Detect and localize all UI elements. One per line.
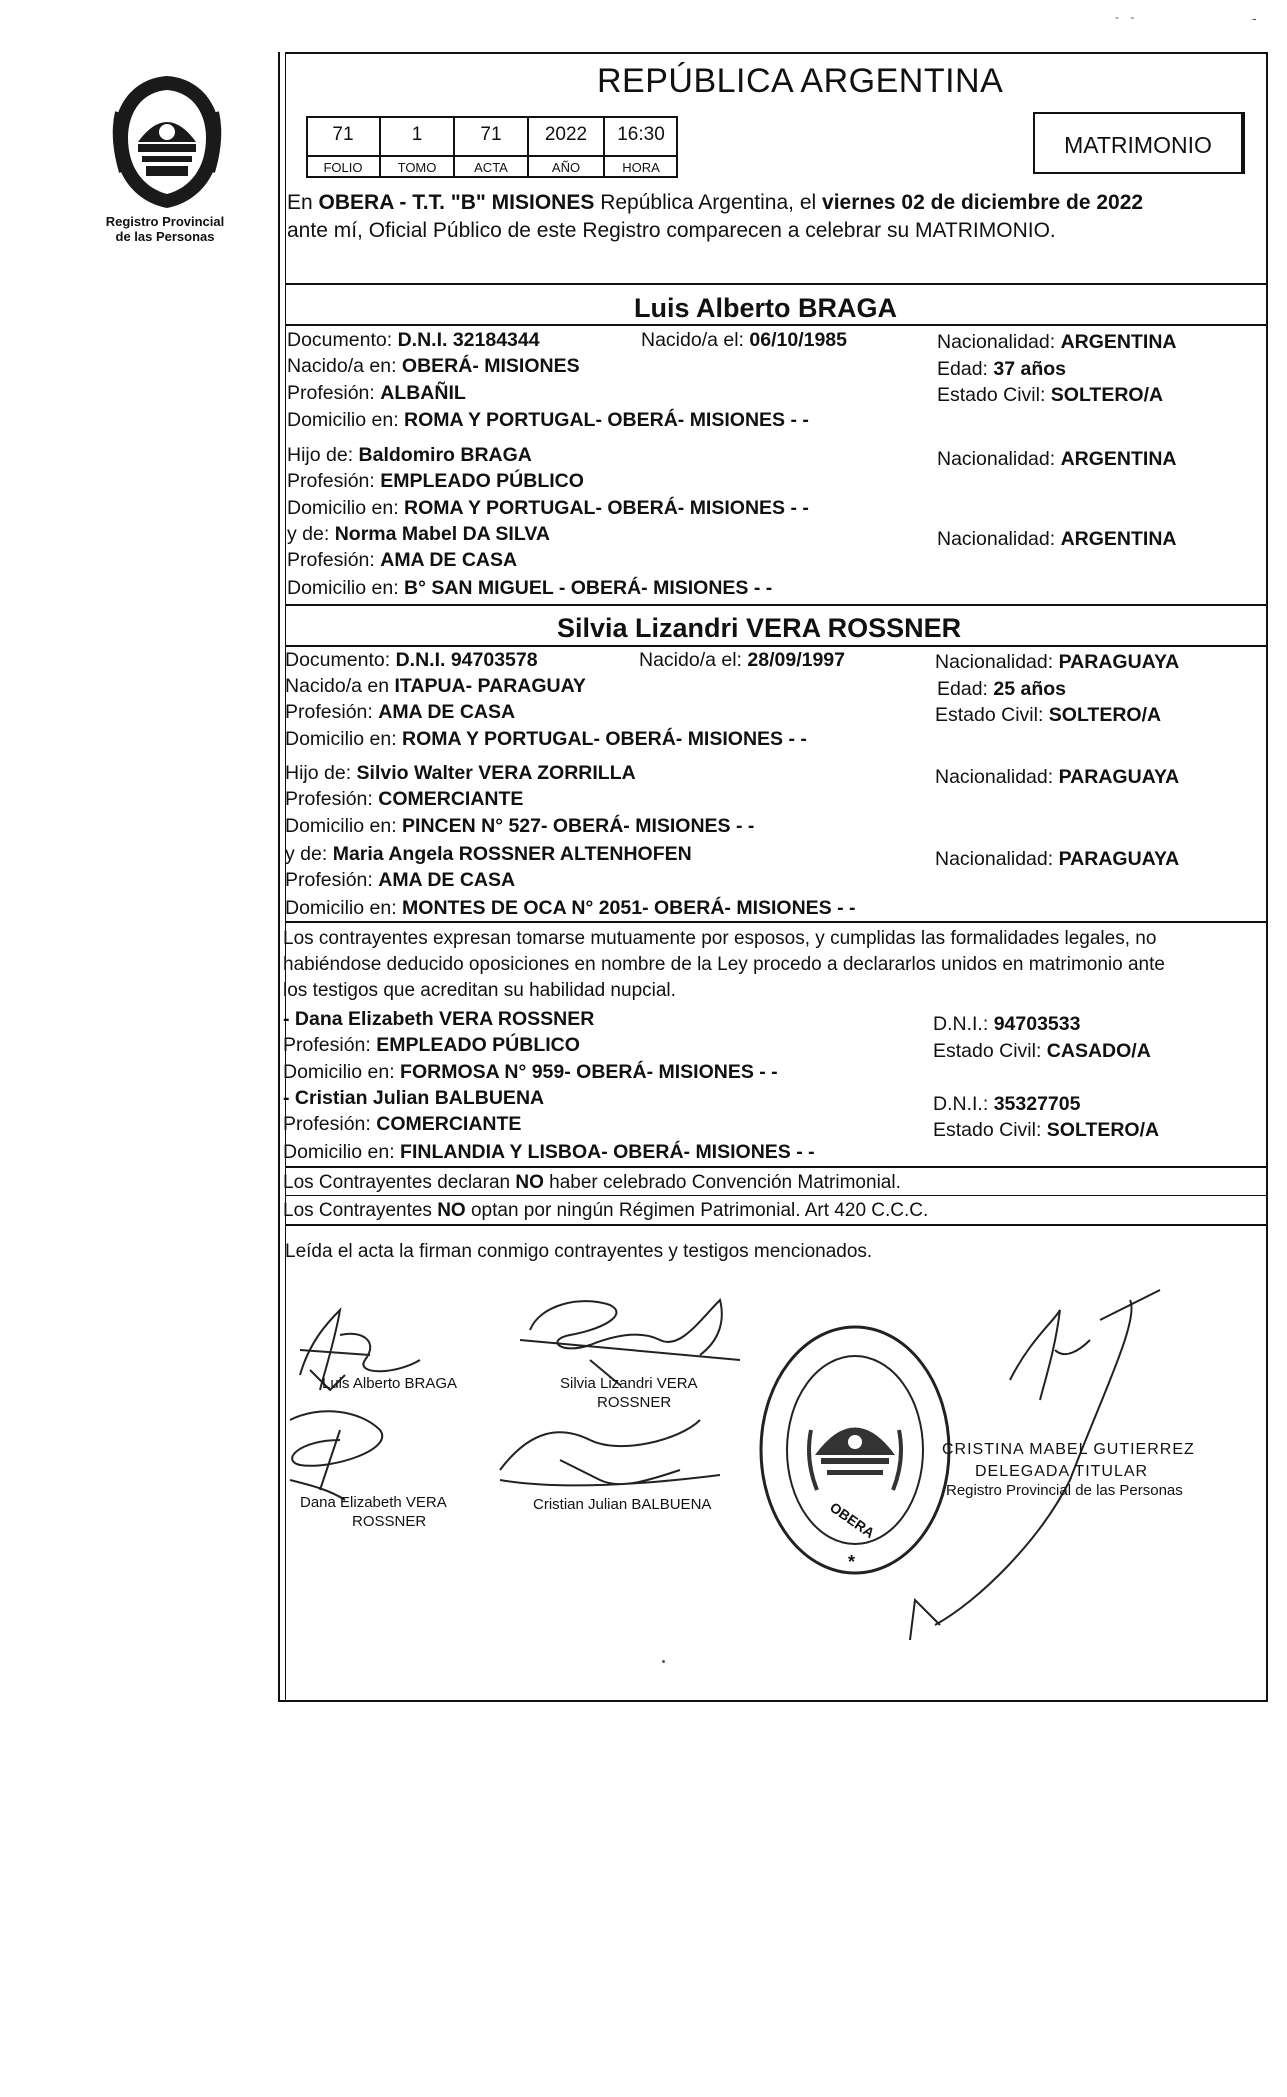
spouse1-madre-nacionalidad xyxy=(937,530,1177,550)
declaration-line-3: los testigos que acreditan su habilidad nupcial. xyxy=(283,980,676,1001)
label: Nacido/a el: xyxy=(641,329,744,351)
label: Nacionalidad: xyxy=(937,331,1056,353)
label: Estado Civil: xyxy=(933,1119,1042,1141)
official-name: CRISTINA MABEL GUTIERREZ xyxy=(942,1441,1195,1458)
logo-caption-line2: de las Personas xyxy=(115,228,215,244)
spouse2-madre-nacionalidad xyxy=(935,850,1179,870)
logo-caption xyxy=(90,215,240,245)
spouse2-padre xyxy=(285,764,636,784)
label: D.N.I.: xyxy=(933,1093,989,1115)
value: Norma Mabel DA SILVA xyxy=(334,523,550,545)
label: Nacionalidad: xyxy=(935,766,1054,788)
reference-value-acta: 71 xyxy=(480,124,502,145)
label: Profesión: xyxy=(285,869,373,891)
registry-stamp xyxy=(755,1320,955,1580)
value: ARGENTINA xyxy=(1060,448,1177,470)
label: Documento: xyxy=(285,649,391,671)
divider-spouse2-top xyxy=(285,604,1266,606)
witness1-estado xyxy=(933,1042,1151,1062)
value: ROMA Y PORTUGAL- OBERÁ- MISIONES - - xyxy=(404,409,809,431)
value: ROMA Y PORTUGAL- OBERÁ- MISIONES - - xyxy=(404,497,809,519)
value: EMPLEADO PÚBLICO xyxy=(376,1034,580,1056)
value: CASADO/A xyxy=(1046,1040,1151,1062)
witness1-profesion xyxy=(283,1036,580,1056)
reference-label-tomo: TOMO xyxy=(397,160,437,175)
label: Profesión: xyxy=(283,1034,371,1056)
value: COMERCIANTE xyxy=(376,1113,522,1135)
label: Edad: xyxy=(937,358,988,380)
spouse1-name: Luis Alberto BRAGA xyxy=(634,293,897,323)
intro-pre: En xyxy=(287,191,313,214)
signature-label-4: Cristian Julian BALBUENA xyxy=(533,1496,712,1513)
spouse1-documento xyxy=(287,331,540,351)
corner-dash: - xyxy=(1252,10,1257,26)
spouse2-profesion xyxy=(285,703,515,723)
value: Maria Angela ROSSNER ALTENHOFEN xyxy=(332,843,692,865)
spouse2-nacido-en xyxy=(285,677,586,697)
signature-label-1: Luis Alberto BRAGA xyxy=(322,1375,458,1392)
value: D.N.I. 94703578 xyxy=(395,649,538,671)
divider-convention-top xyxy=(285,1166,1266,1168)
divider-spouse2-name xyxy=(285,645,1266,647)
value: EMPLEADO PÚBLICO xyxy=(380,470,584,492)
conv2-bold: NO xyxy=(437,1200,466,1221)
divider-spouse1-name xyxy=(285,324,1266,326)
intro-line-2: ante mí, Oficial Público de este Registro comparecen a celebrar su MATRIMONIO. xyxy=(287,219,1056,242)
conv1-bold: NO xyxy=(515,1172,544,1193)
value: 28/09/1997 xyxy=(747,649,846,671)
spouse2-nacido-el xyxy=(639,651,845,671)
intro-line-1 xyxy=(287,192,1143,213)
label: y de: xyxy=(287,523,330,545)
witness2-name: - Cristian Julian BALBUENA xyxy=(283,1087,545,1109)
witness2-domicilio xyxy=(283,1143,815,1163)
value: ITAPUA- PARAGUAY xyxy=(394,675,586,697)
stamp-star: * xyxy=(848,1552,856,1572)
official-org: Registro Provincial de las Personas xyxy=(946,1482,1183,1499)
reference-label-hora: HORA xyxy=(622,160,660,175)
frame-bottom xyxy=(278,1700,1268,1702)
label: Nacido/a en: xyxy=(287,355,397,377)
label: Domicilio en: xyxy=(285,728,397,750)
label: Nacido/a en xyxy=(285,675,390,697)
act-type-label: MATRIMONIO xyxy=(1064,132,1212,158)
label: Edad: xyxy=(937,678,988,700)
spouse1-padre-nacionalidad xyxy=(937,450,1177,470)
reference-value-año: 2022 xyxy=(544,124,588,145)
value: D.N.I. 32184344 xyxy=(397,329,540,351)
value: SOLTERO/A xyxy=(1048,704,1162,726)
reference-label-folio: FOLIO xyxy=(323,160,363,175)
value: COMERCIANTE xyxy=(378,788,524,810)
value: ALBAÑIL xyxy=(380,382,466,404)
stamp-inner-text: OBERA xyxy=(826,1498,878,1542)
label: Nacionalidad: xyxy=(937,528,1056,550)
label: Domicilio en: xyxy=(285,897,397,919)
conv1-pre: Los Contrayentes declaran xyxy=(283,1172,511,1193)
signature-label-3b: ROSSNER xyxy=(352,1513,427,1530)
value: PARAGUAYA xyxy=(1058,651,1180,673)
convention-line-1 xyxy=(283,1173,901,1192)
reference-label-año: AÑO xyxy=(551,160,581,175)
spouse2-documento xyxy=(285,651,538,671)
convention-line-2 xyxy=(283,1201,928,1220)
intro-date: viernes 02 de diciembre de 2022 xyxy=(822,191,1144,214)
value: Baldomiro BRAGA xyxy=(358,444,532,466)
spouse1-profesion xyxy=(287,384,466,404)
spouse2-estado xyxy=(935,706,1161,726)
spouse1-nacido-en xyxy=(287,357,580,377)
spouse2-madre xyxy=(285,845,692,865)
logo-caption-line1: Registro Provincial xyxy=(105,214,225,229)
act-type-box xyxy=(1033,112,1245,174)
label: Profesión: xyxy=(287,382,375,404)
witness1-domicilio xyxy=(283,1063,778,1083)
label: Hijo de: xyxy=(287,444,354,466)
label: Profesión: xyxy=(287,549,375,571)
label: Estado Civil: xyxy=(935,704,1044,726)
reference-value-tomo: 1 xyxy=(411,124,423,145)
intro-place: OBERA - T.T. "B" MISIONES xyxy=(318,191,595,214)
label: y de: xyxy=(285,843,328,865)
label: Nacionalidad: xyxy=(937,448,1056,470)
label: Profesión: xyxy=(285,788,373,810)
spouse2-madre-domicilio xyxy=(285,899,856,919)
label: Estado Civil: xyxy=(937,384,1046,406)
label: Documento: xyxy=(287,329,393,351)
spouse2-edad xyxy=(937,680,1066,700)
label: Domicilio en: xyxy=(287,577,399,599)
label: Domicilio en: xyxy=(285,815,397,837)
value: 06/10/1985 xyxy=(749,329,848,351)
closing-text: Leída el acta la firman conmigo contrayentes y testigos mencionados. xyxy=(285,1241,873,1262)
spouse1-padre-profesion xyxy=(287,472,584,492)
spouse1-estado xyxy=(937,386,1163,406)
intro-mid: República Argentina, el xyxy=(600,191,817,214)
spouse2-nacionalidad xyxy=(935,653,1179,673)
value: ARGENTINA xyxy=(1060,331,1177,353)
spouse2-madre-profesion xyxy=(285,871,515,891)
reference-value-folio: 71 xyxy=(332,124,354,145)
value: 37 años xyxy=(993,358,1067,380)
divider-closing-top xyxy=(285,1224,1266,1226)
value: PINCEN N° 527- OBERÁ- MISIONES - - xyxy=(402,815,755,837)
signature-label-3a: Dana Elizabeth VERA xyxy=(300,1494,447,1511)
value: FINLANDIA Y LISBOA- OBERÁ- MISIONES - - xyxy=(400,1141,815,1163)
reference-value-hora: 16:30 xyxy=(617,124,665,145)
witness2-profesion xyxy=(283,1115,521,1135)
spouse1-padre xyxy=(287,446,532,466)
spouse1-madre-domicilio xyxy=(287,579,772,599)
value: PARAGUAYA xyxy=(1058,848,1180,870)
spouse1-domicilio xyxy=(287,411,809,431)
reference-label-acta: ACTA xyxy=(474,160,508,175)
divider-spouse1-top xyxy=(285,283,1266,285)
province-seal-logo xyxy=(108,72,226,212)
spouse2-padre-profesion xyxy=(285,790,523,810)
spouse2-domicilio xyxy=(285,730,807,750)
witness2-estado xyxy=(933,1121,1159,1141)
spouse1-madre xyxy=(287,525,550,545)
label: D.N.I.: xyxy=(933,1013,989,1035)
value: ARGENTINA xyxy=(1060,528,1177,550)
value: 94703533 xyxy=(993,1013,1081,1035)
signature-label-2a: Silvia Lizandri VERA xyxy=(560,1375,698,1392)
spouse1-edad xyxy=(937,360,1066,380)
frame-top xyxy=(285,52,1267,54)
label: Domicilio en: xyxy=(283,1141,395,1163)
label: Profesión: xyxy=(285,701,373,723)
label: Nacionalidad: xyxy=(935,651,1054,673)
label: Nacionalidad: xyxy=(935,848,1054,870)
witness1-dni xyxy=(933,1015,1080,1035)
value: AMA DE CASA xyxy=(380,549,518,571)
spouse1-padre-domicilio xyxy=(287,499,809,519)
value: 25 años xyxy=(993,678,1067,700)
official-title: DELEGADA TITULAR xyxy=(975,1463,1149,1480)
speck xyxy=(662,1660,665,1663)
spouse1-madre-profesion xyxy=(287,551,517,571)
value: ROMA Y PORTUGAL- OBERÁ- MISIONES - - xyxy=(402,728,807,750)
spouse2-name: Silvia Lizandri VERA ROSSNER xyxy=(557,613,962,643)
value: Silvio Walter VERA ZORRILLA xyxy=(356,762,636,784)
value: MONTES DE OCA N° 2051- OBERÁ- MISIONES - - xyxy=(402,897,856,919)
spouse1-nacionalidad xyxy=(937,333,1177,353)
label: Domicilio en: xyxy=(287,497,399,519)
value: SOLTERO/A xyxy=(1050,384,1164,406)
corner-marks: - - xyxy=(1115,10,1139,24)
label: Estado Civil: xyxy=(933,1040,1042,1062)
value: SOLTERO/A xyxy=(1046,1119,1160,1141)
value: B° SAN MIGUEL - OBERÁ- MISIONES - - xyxy=(404,577,773,599)
conv2-post: optan por ningún Régimen Patrimonial. Art 420 C.C.C. xyxy=(470,1200,929,1221)
divider-declaration-top xyxy=(285,921,1266,923)
declaration-line-2: habiéndose deducido oposiciones en nombre de la Ley procedo a declararlos unidos en matrimonio ante xyxy=(283,954,1165,975)
value: AMA DE CASA xyxy=(378,701,516,723)
divider-convention-mid xyxy=(285,1195,1266,1196)
page-title: REPÚBLICA ARGENTINA xyxy=(597,62,1004,100)
label: Hijo de: xyxy=(285,762,352,784)
value: FORMOSA N° 959- OBERÁ- MISIONES - - xyxy=(400,1061,778,1083)
value: AMA DE CASA xyxy=(378,869,516,891)
label: Domicilio en: xyxy=(283,1061,395,1083)
label: Domicilio en: xyxy=(287,409,399,431)
label: Profesión: xyxy=(287,470,375,492)
declaration-line-1: Los contrayentes expresan tomarse mutuamente por esposos, y cumplidas las formalidades legales, no xyxy=(283,928,1157,949)
witness2-dni xyxy=(933,1095,1080,1115)
conv1-post: haber celebrado Convención Matrimonial. xyxy=(549,1172,901,1193)
conv2-pre: Los Contrayentes xyxy=(283,1200,432,1221)
value: PARAGUAYA xyxy=(1058,766,1180,788)
spouse2-padre-domicilio xyxy=(285,817,754,837)
value: 35327705 xyxy=(993,1093,1081,1115)
witness1-name: - Dana Elizabeth VERA ROSSNER xyxy=(283,1008,595,1030)
spouse1-nacido-el xyxy=(641,331,847,351)
spouse2-padre-nacionalidad xyxy=(935,768,1179,788)
signature-label-2b: ROSSNER xyxy=(597,1394,672,1411)
label: Nacido/a el: xyxy=(639,649,742,671)
value: OBERÁ- MISIONES xyxy=(401,355,580,377)
label: Profesión: xyxy=(283,1113,371,1135)
